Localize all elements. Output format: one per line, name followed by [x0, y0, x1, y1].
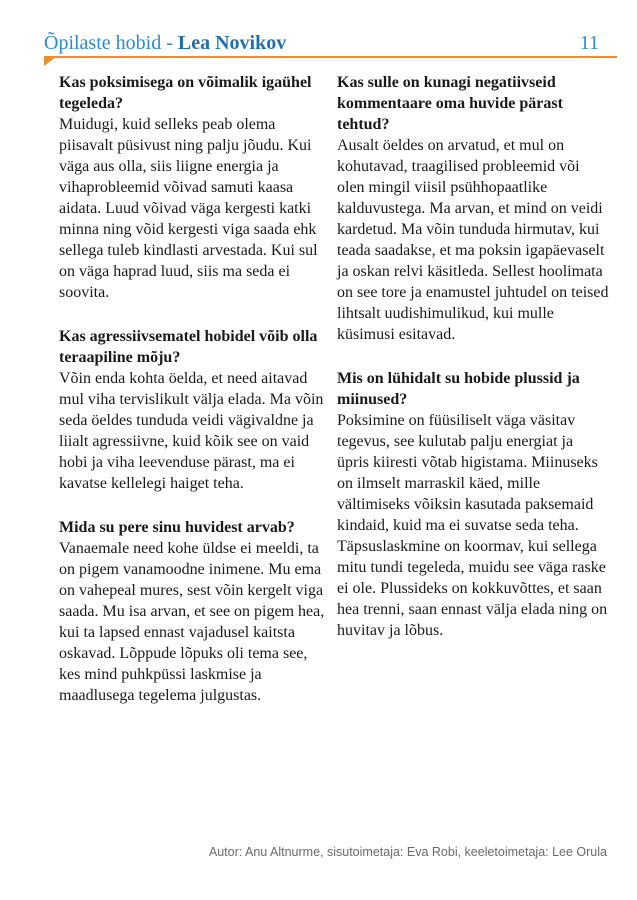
interview-question: Mida su pere sinu huvidest arvab?	[59, 519, 295, 536]
left-column	[59, 72, 331, 729]
header-title-separator: -	[161, 32, 178, 54]
page-header	[0, 0, 637, 62]
interview-question: Kas agressiivsematel hobidel võib olla teraapiline mõju?	[59, 328, 318, 366]
interview-answer: Poksimine on füüsiliselt väga väsitav tegevus, see kulutab palju energiat ja üpris kiiresti võtab higistama. Miinuseks on ilmselt marraskil käed, mille vältimiseks võiksin kasutada paksemaid kindaid, kuid ma ei suvatse seda teha. Täpsuslaskmine on koormav, kui sellega mitu tundi tegeleda, muidu see väga raske ei ole. Plussideks on kokkuvõttes, et saan hea trenni, saan ennast välja elada ning on huvitav ja lõbus.	[337, 412, 608, 639]
interview-question: Kas sulle on kunagi negatiivseid kommentaare oma huvide pärast tehtud?	[337, 74, 563, 133]
right-column	[337, 72, 609, 664]
header-person-name: Lea Novikov	[177, 32, 287, 54]
interview-item	[59, 517, 331, 706]
interview-item	[59, 326, 331, 494]
interview-answer: Võin enda kohta öelda, et need aitavad mul viha tervislikult välja elada. Ma võin seda öeldes tunduda veidi vägivaldne ja liialt agressiivne, kuid kõik see on vaid hobi ja viha leevenduse pärast, ma ei kavatse kellelegi haiget teha.	[59, 370, 324, 492]
header-rule	[44, 56, 617, 58]
footer-credits: Autor: Anu Altnurme, sisutoimetaja: Eva Robi, keeletoimetaja: Lee Orula	[208, 845, 607, 859]
header-title-prefix: Õpilaste hobid	[44, 32, 162, 54]
interview-item	[59, 72, 331, 303]
page-number: 11	[579, 32, 599, 54]
interview-answer: Ausalt öeldes on arvatud, et mul on kohutavad, traagilised probleemid või olen mingil viisil psühhopaatlike kalduvustega. Ma arvan, et mind on veidi kardetud. Ma võin tunduda hirmutav, kui teada saadakse, et ma poksin igapäevaselt ja oskan relvi käsitleda. Sellest hoolimata on see tore ja enamustel juhtudel on teised lihtsalt uudishimulikud, kui mulle küsimusi esitavad.	[337, 137, 609, 343]
header-title	[44, 32, 286, 54]
interview-question: Mis on lühidalt su hobide plussid ja miinused?	[337, 370, 580, 408]
interview-item	[337, 368, 609, 641]
interview-item	[337, 72, 609, 345]
interview-answer: Muidugi, kuid selleks peab olema piisavalt püsivust ning palju jõudu. Kui väga aus olla, siis liigne energia ja vihaprobleemid võivad samuti kaasa aidata. Luud võivad väga kergesti katki minna ning võid kergesti viga saada ehk sellega tuleb kindlasti arvestada. Kui sul on väga haprad luud, siis ma seda ei soovita.	[59, 116, 318, 301]
interview-answer: Vanaemale need kohe üldse ei meeldi, ta on pigem vanamoodne inimene. Mu ema on vahepeal mures, sest võin kergelt viga saada. Mu isa arvan, et see on pigem hea, kui ta lapsed ennast vajadusel kaitsta oskavad. Lõppude lõpuks oli tema see, kes mind puhkpüssi laskmise ja maadlusega tegelema julgustas.	[59, 540, 325, 704]
header-arrow-marker	[44, 57, 56, 66]
interview-question: Kas poksimisega on võimalik igaühel tegeleda?	[59, 74, 312, 112]
